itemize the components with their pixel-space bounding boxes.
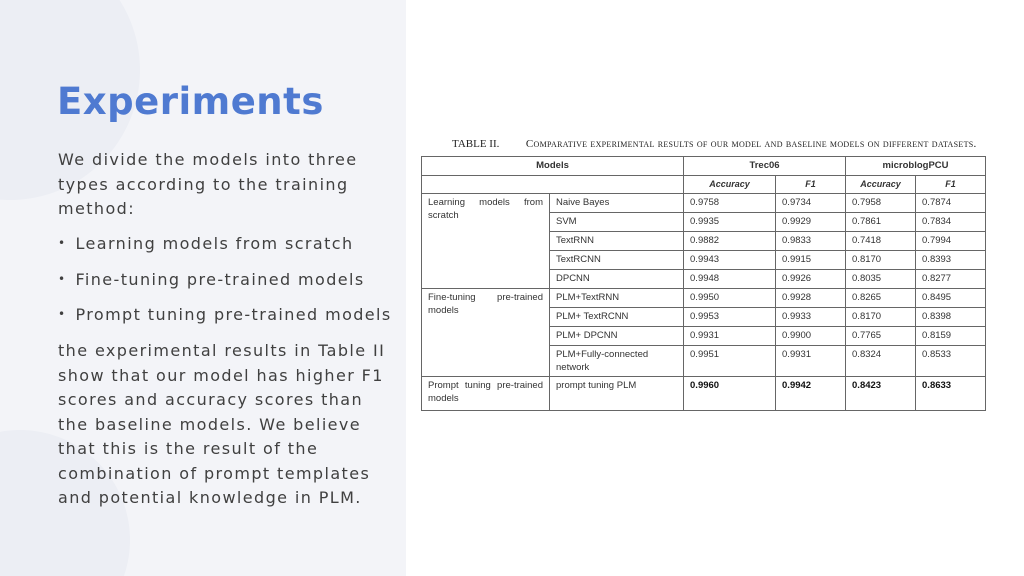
trec-accuracy: 0.9931 [684,327,776,346]
trec-accuracy: 0.9935 [684,213,776,232]
best-value: 0.9942 [782,380,812,391]
trec-accuracy: 0.9950 [684,289,776,308]
model-name: SVM [550,213,684,232]
method-list [58,232,392,339]
header-microblogpcu: microblogPCU [846,157,986,176]
model-name: prompt tuning PLM [550,377,684,411]
list-item [58,303,392,339]
trec-f1: 0.9929 [776,213,846,232]
group-label: Prompt tuning pre-trained models [422,377,550,411]
mb-f1: 0.8159 [916,327,986,346]
model-name: TextRNN [550,232,684,251]
trec-f1: 0.9734 [776,194,846,213]
model-name: PLM+ DPCNN [550,327,684,346]
mb-accuracy: 0.7958 [846,194,916,213]
list-item [58,232,392,268]
model-name: PLM+ TextRCNN [550,308,684,327]
mb-f1: 0.7874 [916,194,986,213]
mb-accuracy: 0.8265 [846,289,916,308]
model-name: DPCNN [550,270,684,289]
best-value: 0.8633 [922,380,952,391]
trec-f1: 0.9900 [776,327,846,346]
header-mb-f1: F1 [916,176,986,194]
list-item-label: Learning models from scratch [75,234,354,253]
trec-accuracy [684,377,776,411]
table-caption-text: Comparative experimental results of our model and baseline models on different datasets. [525,138,977,150]
list-item [58,268,392,304]
mb-accuracy [846,377,916,411]
bullet-dot-icon: • [58,307,67,321]
group-label: Fine-tuning pre-trained models [422,289,550,377]
trec-accuracy: 0.9882 [684,232,776,251]
bullet-dot-icon: • [58,271,67,286]
mb-accuracy: 0.8170 [846,251,916,270]
mb-f1: 0.8495 [916,289,986,308]
group-label: Learning models from scratch [422,194,550,289]
trec-accuracy: 0.9943 [684,251,776,270]
list-item-label: Fine-tuning pre-trained models [75,269,365,289]
header-models: Models [422,157,684,176]
bullet-dot-icon: • [58,236,67,250]
header-trec-f1: F1 [776,176,846,194]
trec-f1: 0.9915 [776,251,846,270]
header-trec06: Trec06 [684,157,846,176]
header-mb-accuracy: Accuracy [846,176,916,194]
conclusion-paragraph: the experimental results in Table II show that our model has higher F1 scores and accuracy scores than the baseline models. We believe that this is the result of the combination of prompt templates and potential knowledge in PLM. [58,341,386,507]
trec-accuracy: 0.9953 [684,308,776,327]
slide-title: Experiments [57,80,324,123]
table-row [422,377,986,411]
mb-accuracy: 0.8170 [846,308,916,327]
list-item-label: Prompt tuning pre-trained models [75,305,392,324]
trec-f1: 0.9931 [776,346,846,377]
table-caption-tag: TABLE II. [452,138,500,150]
mb-f1: 0.8398 [916,308,986,327]
trec-f1: 0.9933 [776,308,846,327]
model-name: TextRCNN [550,251,684,270]
trec-f1: 0.9833 [776,232,846,251]
mb-f1 [916,377,986,411]
mb-accuracy: 0.8324 [846,346,916,377]
mb-f1: 0.8277 [916,270,986,289]
trec-accuracy: 0.9951 [684,346,776,377]
results-table [421,156,986,411]
mb-accuracy: 0.7418 [846,232,916,251]
best-value: 0.9960 [690,380,720,391]
mb-accuracy: 0.8035 [846,270,916,289]
mb-accuracy: 0.7765 [846,327,916,346]
table-caption [452,138,977,150]
trec-f1: 0.9926 [776,270,846,289]
trec-accuracy: 0.9948 [684,270,776,289]
model-name: Naive Bayes [550,194,684,213]
mb-f1: 0.7834 [916,213,986,232]
trec-f1 [776,377,846,411]
model-name: PLM+Fully-connected network [550,346,684,377]
table-row [422,289,986,308]
mb-f1: 0.8393 [916,251,986,270]
intro-paragraph: We divide the models into three types according to the training method: [58,150,358,218]
trec-accuracy: 0.9758 [684,194,776,213]
table-row [422,194,986,213]
trec-f1: 0.9928 [776,289,846,308]
header-trec-accuracy: Accuracy [684,176,776,194]
mb-accuracy: 0.7861 [846,213,916,232]
mb-f1: 0.8533 [916,346,986,377]
best-value: 0.8423 [852,380,882,391]
mb-f1: 0.7994 [916,232,986,251]
model-name: PLM+TextRNN [550,289,684,308]
header-blank [422,176,684,194]
